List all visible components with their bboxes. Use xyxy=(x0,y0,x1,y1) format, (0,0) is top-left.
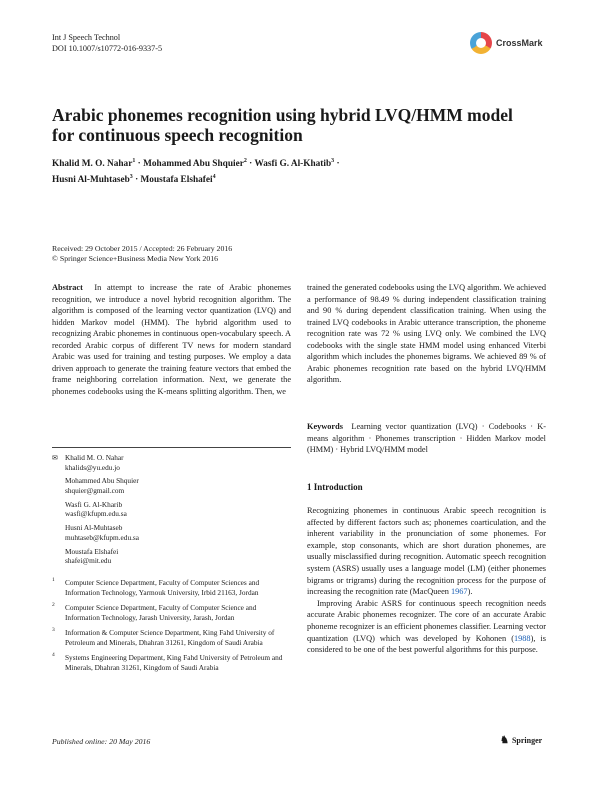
contact-email[interactable]: khalids@yu.edu.jo xyxy=(65,462,120,472)
contact-name: Moustafa Elshafei xyxy=(65,546,119,556)
running-header xyxy=(52,32,162,54)
contact-email[interactable]: muhtaseb@kfupm.edu.sa xyxy=(65,532,139,542)
abstract-right: trained the generated codebooks using the LVQ algorithm. We achieved a performance of 98.49 % during independent classification training and 90 % during dependent classification training. When using the trained LVQ codebooks in Arabic utterance transcription, the phoneme recognition rate was 72 % using LVQ only. We combined the LVQ codebooks with the single state HMM model using enhanced Viterbi algorithm which includes the phonemes bigrams. We achieved 89 % of Arabic phonemes recognition rate based on the hybrid LVQ/HMM algorithm. xyxy=(307,283,546,385)
contact-item xyxy=(52,500,291,519)
affiliation-item: 1 Computer Science Department, Faculty of Computer Sciences and Information Technology, Yarmouk University, Irbid 21163, Jordan xyxy=(52,577,260,597)
abstract-left xyxy=(52,282,291,397)
keywords-heading: Keywords xyxy=(307,422,343,431)
paragraph: Recognizing phonemes in continuous Arabic speech recognition is affected by different factors such as; phonemes coarticulation, and the inherent variability in the pronunciation of some phonemes. For example, stop consonants, which are short duration phonemes, are usually misclassified during recognition. Automatic speech recognition system (ASRS) usually uses a language model (LM) (either phonemes bigrams or trigrams) during the recognition process for the purpose of increasing the recognition rate (MacQueen 1967). xyxy=(307,506,546,597)
crossmark-label: CrossMark xyxy=(496,38,543,48)
section-heading-introduction: 1 Introduction xyxy=(307,482,363,492)
contact-name: Mohammed Abu Shquier xyxy=(65,476,139,486)
contact-item xyxy=(52,523,291,542)
publisher-name: Springer xyxy=(511,736,543,745)
divider xyxy=(52,447,291,448)
crossmark-badge[interactable] xyxy=(470,30,550,56)
introduction-body xyxy=(307,505,546,656)
contact-email[interactable]: shquier@gmail.com xyxy=(65,485,125,495)
contact-email[interactable]: shafei@mit.edu xyxy=(65,556,112,566)
contact-name: Husni Al-Muhtaseb xyxy=(65,523,123,533)
contact-name: Khalid M. O. Nahar xyxy=(65,453,124,462)
journal-name: Int J Speech Technol xyxy=(52,33,121,42)
paragraph: Improving Arabic ASRS for continuous speech recognition needs accurate Arabic phonemes recognizer. The core of an accurate Arabic phoneme recognizer is an efficient phonemes classifier. Learning vector quantization (LVQ) which was developed by Kohonen (1988), is considered to be one of the best powerful algorithms for this purpose. xyxy=(307,598,546,655)
keywords-text: Learning vector quantization (LVQ) · Codebooks · K-means algorithm · Phonemes transcription · Hidden Markov model (HMM) · Hybrid LVQ/HMM model xyxy=(307,422,547,455)
affiliation-item: 3 Information & Computer Science Department, King Fahd University of Petroleum and Minerals, Dhahran 31261, Kingdom of Saudi Arabia xyxy=(52,627,275,647)
author-name[interactable]: Khalid M. O. Nahar xyxy=(52,159,133,170)
affiliation-item: 2 Computer Science Department, Faculty of Computer Science and Information Technology, Jarash University, Jarash, Jordan xyxy=(52,602,257,622)
paper-title: Arabic phonemes recognition using hybrid LVQ/HMM model for continuous speech recognition xyxy=(52,105,513,145)
publication-dates xyxy=(52,244,232,264)
copyright: © Springer Science+Business Media New York 2016 xyxy=(52,254,219,263)
contact-item xyxy=(52,547,291,566)
doi[interactable]: DOI 10.1007/s10772-016-9337-5 xyxy=(52,44,163,53)
published-online: Published online: 20 May 2016 xyxy=(52,737,151,746)
author-name[interactable]: Moustafa Elshafei xyxy=(140,175,213,186)
citation-link[interactable]: 1988 xyxy=(513,633,531,643)
contact-email[interactable]: wasfi@kfupm.edu.sa xyxy=(65,509,127,519)
abstract-heading: Abstract xyxy=(52,283,83,292)
author-name[interactable]: Mohammed Abu Shquier xyxy=(143,159,244,170)
contact-item xyxy=(52,453,291,472)
springer-horse-icon: ♞ xyxy=(500,735,509,746)
keywords xyxy=(307,421,546,456)
author-name[interactable]: Husni Al-Muhtaseb xyxy=(52,175,130,186)
abstract-text: In attempt to increase the rate of Arabic phonemes recognition, we introduce a novel hybrid recognition algorithm. The algorithm is composed of the learning vector quantization (LVQ) and hidden Markov model (HMM). The hybrid algorithm used to recognizing Arabic phonemes in continuous open-vocabulary speech. A recorded Arabic corpus of different TV news for modern standard Arabic was used for training and testing purposes. We employ a data driven approach to generate the training feature vectors that embed the frame neighboring correlation information. Next, we generate the phonemes codebooks using the K-means splitting algorithm. Then, we xyxy=(52,283,291,396)
contact-list xyxy=(52,453,291,570)
author-list: Khalid M. O. Nahar$^1$ · Mohammed Abu Shquier$^2$ · Wasfi G. Al-Khatib$^3$ · Husni Al-Muhtaseb$^3$ · Moustafa Elshafei$^4$ xyxy=(52,158,340,186)
citation-link[interactable]: 1967 xyxy=(450,587,468,597)
received-accepted: Received: 29 October 2015 / Accepted: 26 February 2016 xyxy=(52,244,233,253)
author-name[interactable]: Wasfi G. Al-Khatib xyxy=(254,159,332,170)
affiliation-item: 4 Systems Engineering Department, King Fahd University of Petroleum and Minerals, Dhahran 31261, Kingdom of Saudi Arabia xyxy=(52,652,283,672)
publisher-logo[interactable] xyxy=(500,735,542,746)
affiliation-list xyxy=(52,578,291,678)
contact-item xyxy=(52,476,291,495)
contact-name: Wasfi G. Al-Kharib xyxy=(65,499,123,509)
envelope-icon: ✉ xyxy=(52,454,58,462)
crossmark-icon xyxy=(470,32,492,54)
